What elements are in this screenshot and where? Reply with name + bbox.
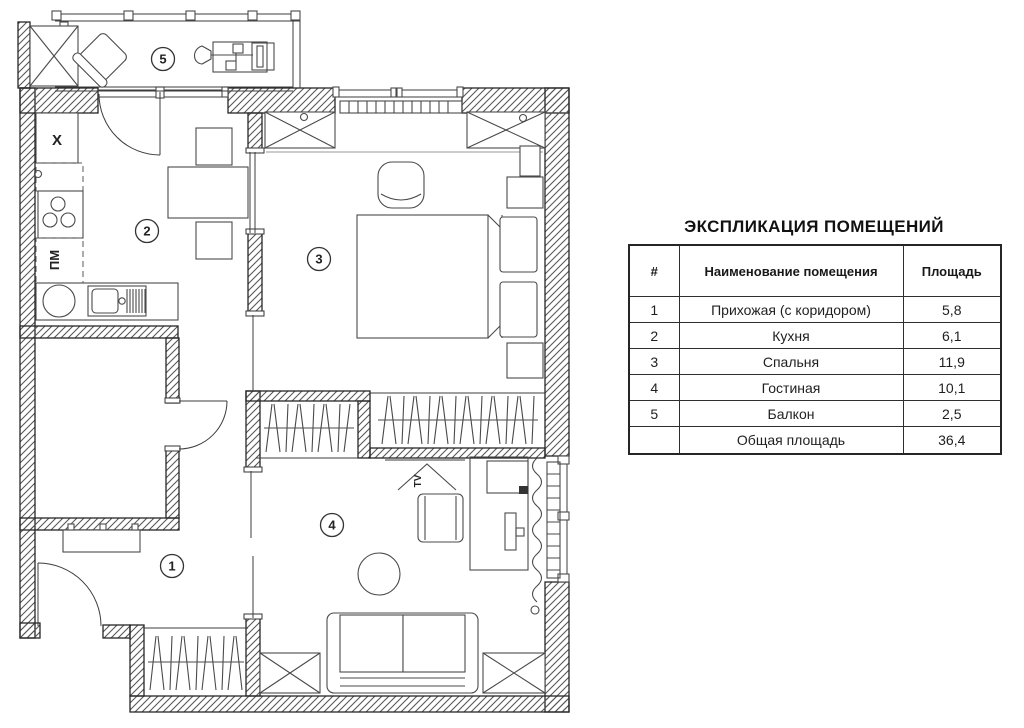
table-row — [629, 401, 1001, 427]
living-closet — [256, 404, 358, 458]
kitchen-window — [98, 87, 228, 98]
sofa — [327, 613, 478, 693]
svg-text:5: 5 — [159, 51, 167, 67]
pc-detail — [519, 486, 528, 494]
tv-label: TV — [413, 474, 424, 488]
svg-text:3: 3 — [315, 251, 323, 267]
explication-table — [628, 244, 1002, 455]
table-row — [629, 297, 1001, 323]
room-area: 6,1 — [903, 323, 1001, 349]
header-row — [629, 245, 1001, 297]
room-area: 5,8 — [903, 297, 1001, 323]
curtain — [531, 458, 542, 614]
balcony-cabinet — [30, 26, 78, 86]
kitchen-table — [168, 167, 248, 218]
cooktop — [38, 191, 83, 238]
kitchen-cabinet — [36, 163, 83, 191]
table-title: ЭКСПЛИКАЦИЯ ПОМЕЩЕНИЙ — [684, 217, 944, 236]
side-table — [260, 653, 320, 693]
room-number: 3 — [629, 349, 679, 375]
desk-chair — [195, 46, 212, 64]
bedroom-closet — [370, 393, 545, 444]
room-area: 11,9 — [903, 349, 1001, 375]
room-name: Балкон — [679, 401, 903, 427]
door-jambs — [165, 148, 264, 619]
balcony-workstation — [195, 42, 275, 72]
pouf-chair — [378, 162, 424, 208]
tv-unit — [385, 460, 465, 490]
col-name: Наименование помещения — [679, 245, 903, 297]
room-name: Гостиная — [679, 375, 903, 401]
hallway-furniture — [63, 524, 248, 690]
coffee-table — [358, 553, 400, 595]
living-room-doorway — [251, 471, 253, 618]
balcony-armchair — [71, 29, 131, 89]
nightstand — [507, 177, 543, 208]
dishwasher-label: ПМ — [47, 249, 62, 271]
svg-text:2: 2 — [143, 223, 151, 239]
room-label-4 — [321, 514, 344, 537]
room-name: Кухня — [679, 323, 903, 349]
bedroom-radiator — [340, 101, 462, 113]
total-label: Общая площадь — [679, 427, 903, 455]
pillow — [500, 282, 537, 337]
side-table — [483, 653, 545, 693]
entry-door — [38, 563, 101, 626]
nightstand — [520, 146, 540, 176]
total-area: 36,4 — [903, 427, 1001, 455]
room-number: 4 — [629, 375, 679, 401]
svg-text:4: 4 — [328, 517, 336, 533]
hallway-closet — [144, 628, 248, 690]
svg-text:1: 1 — [168, 558, 176, 574]
table-row — [629, 349, 1001, 375]
wardrobe-left — [265, 112, 335, 148]
room-label-5 — [152, 48, 175, 71]
room-label-3 — [308, 248, 331, 271]
fridge-label: X — [51, 132, 63, 149]
col-area: Площадь — [903, 245, 1001, 297]
room-number: 1 — [629, 297, 679, 323]
bench — [63, 530, 140, 552]
bathroom-door — [179, 401, 227, 449]
pillow — [500, 217, 537, 272]
room-name: Прихожая (с коридором) — [679, 297, 903, 323]
kitchen-furniture — [35, 113, 249, 320]
wardrobe-right — [467, 112, 545, 148]
bedroom-window — [333, 87, 463, 97]
room-label-1 — [161, 555, 184, 578]
explication-panel — [628, 217, 1000, 455]
stool — [196, 222, 232, 259]
room-name: Спальня — [679, 349, 903, 375]
keyboard — [505, 513, 516, 550]
computer-desk — [470, 457, 528, 570]
armchair — [418, 494, 463, 542]
nightstand — [507, 343, 543, 378]
room-area: 2,5 — [903, 401, 1001, 427]
table-row — [629, 323, 1001, 349]
table-row — [629, 375, 1001, 401]
double-bed — [357, 215, 537, 338]
total-empty-cell — [629, 427, 679, 455]
room-label-2 — [136, 220, 159, 243]
room-area: 10,1 — [903, 375, 1001, 401]
room-number: 5 — [629, 401, 679, 427]
total-row — [629, 427, 1001, 455]
col-number: # — [629, 245, 679, 297]
stool — [196, 128, 232, 165]
balcony-door — [99, 92, 160, 155]
room-number: 2 — [629, 323, 679, 349]
